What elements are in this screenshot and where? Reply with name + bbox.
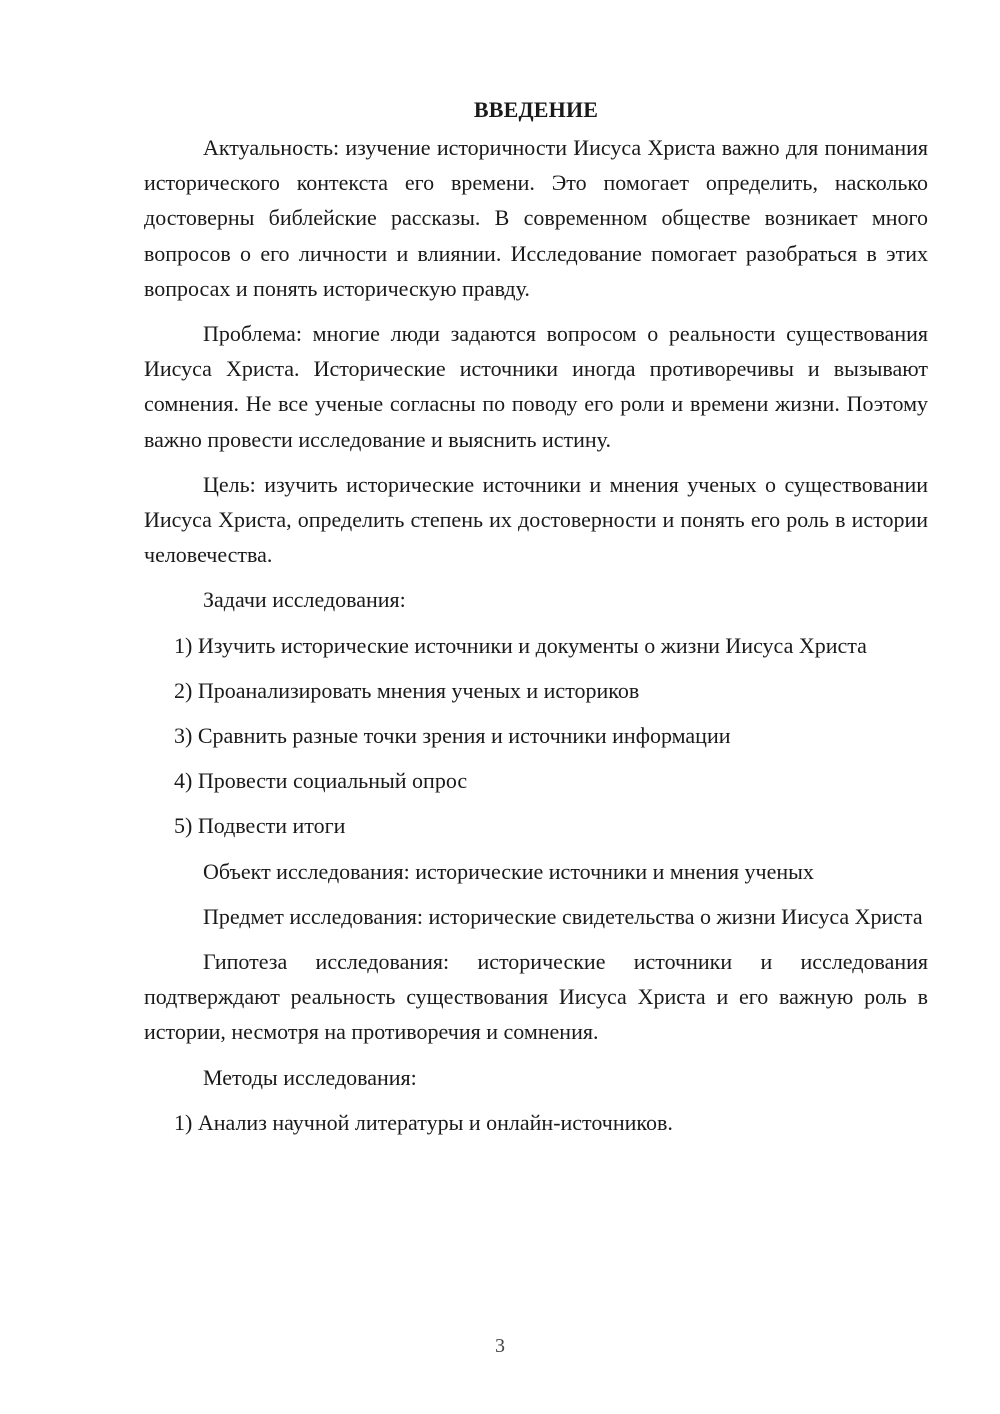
subject-paragraph: Предмет исследования: исторические свидетельства о жизни Иисуса Христа: [203, 903, 923, 929]
relevance-paragraph: Актуальность: изучение историчности Иисуса Христа важно для понимания исторического контекста его времени. Это помогает определить, насколько достоверны библейские рассказы. В современном обществе возникает много вопросов о его личности и влиянии. Исследование помогает разобраться в этих вопросах и понять историческую правду.: [144, 135, 928, 301]
list-item: 5) Подвести итоги: [174, 813, 346, 839]
tasks-list: [144, 628, 928, 844]
list-item: 4) Провести социальный опрос: [174, 768, 468, 794]
page-title: ВВЕДЕНИЕ: [473, 97, 599, 122]
goal-paragraph: Цель: изучить исторические источники и мнения ученых о существовании Иисуса Христа, определить степень их достоверности и понять его роль в истории человечества.: [144, 471, 928, 568]
document-page: [144, 92, 928, 1150]
methods-list: [144, 1105, 928, 1140]
methods-heading: Методы исследования:: [203, 1064, 417, 1090]
object-paragraph: Объект исследования: исторические источники и мнения ученых: [203, 858, 814, 884]
tasks-heading: Задачи исследования:: [203, 587, 406, 613]
list-item: 1) Анализ научной литературы и онлайн-источников.: [174, 1109, 673, 1135]
problem-paragraph: Проблема: многие люди задаются вопросом о реальности существования Иисуса Христа. Исторические источники иногда противоречивы и вызывают сомнения. Не все ученые согласны по поводу его роли и времени жизни. Поэтому важно провести исследование и выяснить истину.: [144, 321, 928, 452]
list-item: 2) Проанализировать мнения ученых и историков: [174, 677, 640, 703]
list-item: 1) Изучить исторические источники и документы о жизни Иисуса Христа: [174, 632, 867, 658]
page-number: 3: [495, 1335, 505, 1357]
hypothesis-paragraph: Гипотеза исследования: исторические источники и исследования подтверждают реальность существования Иисуса Христа и его важную роль в истории, несмотря на противоречия и сомнения.: [144, 949, 928, 1045]
list-item: 3) Сравнить разные точки зрения и источники информации: [174, 723, 731, 749]
